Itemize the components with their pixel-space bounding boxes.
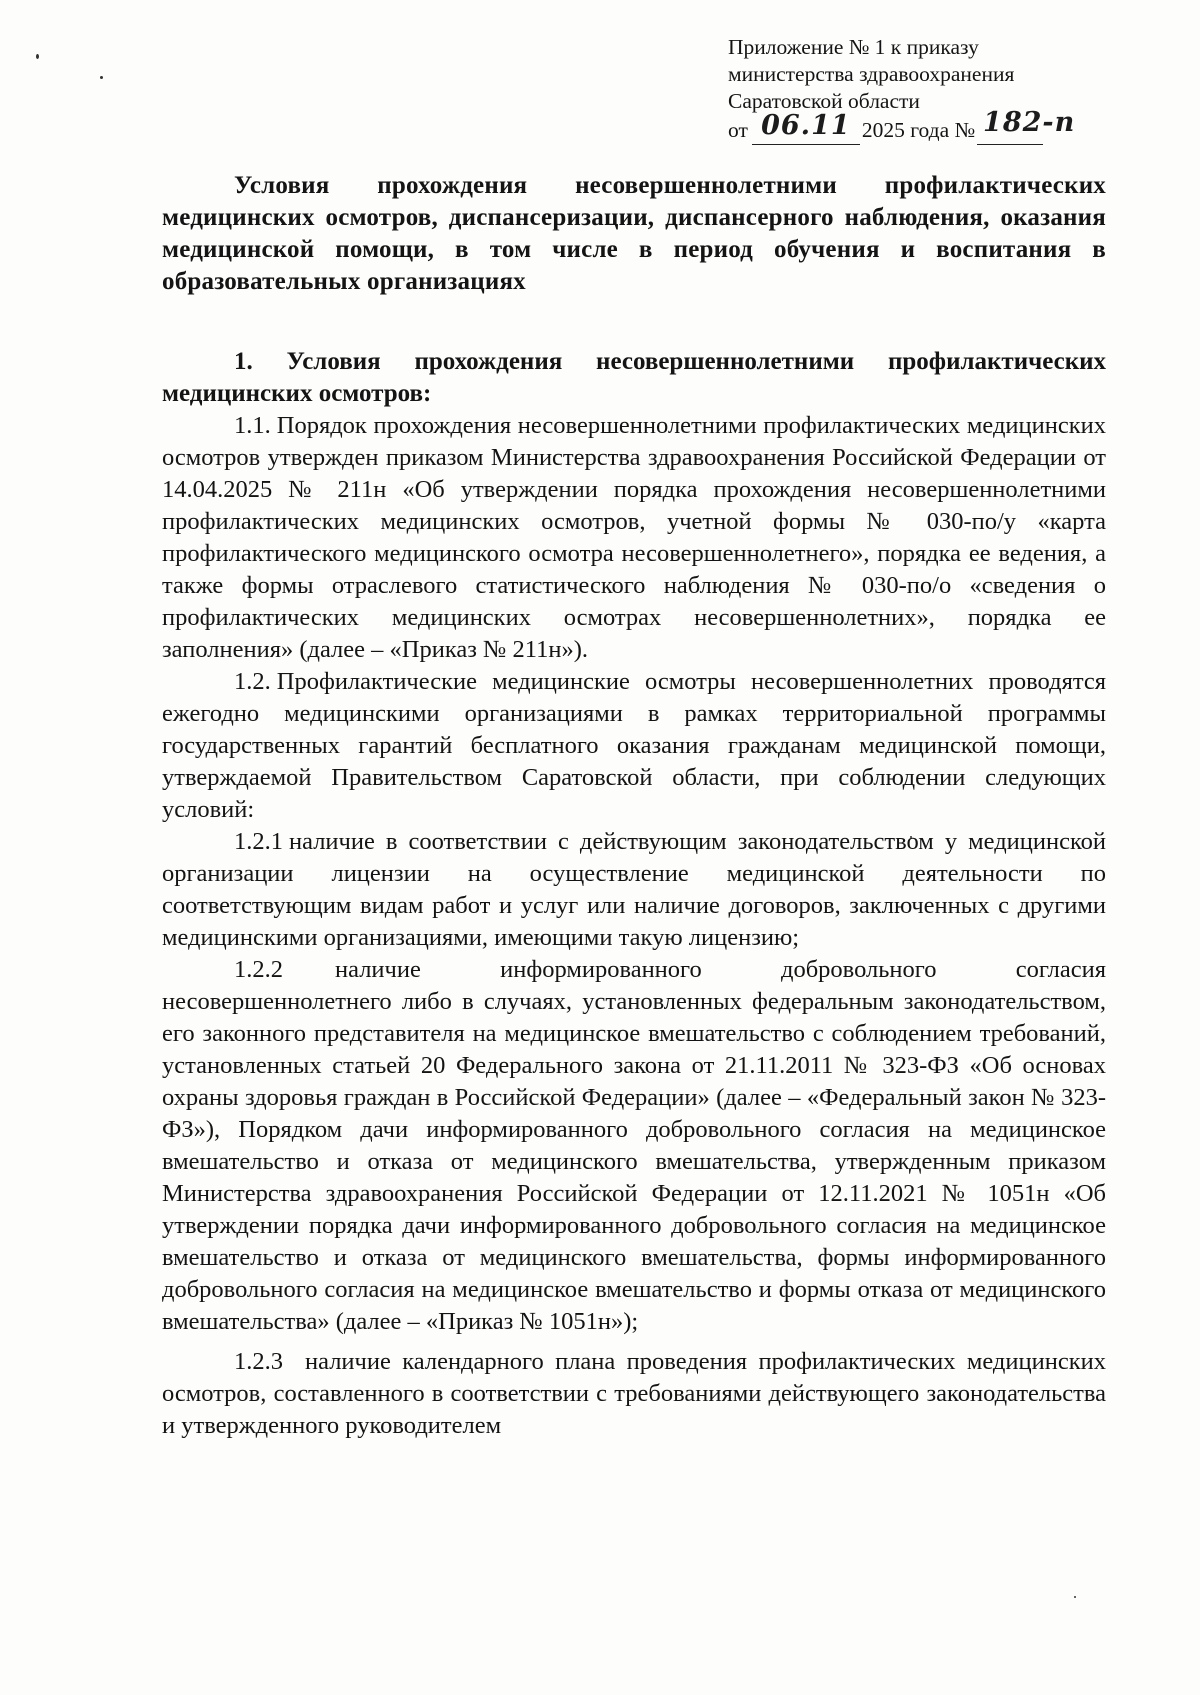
- document-title: Условия прохождения несовершеннолетними профилактических медицинских осмотров, диспансеризации, диспансерного наблюдения, оказания медицинской помощи, в том числе в период обучения и воспитания в образовательных организациях: [162, 172, 1106, 295]
- paragraph-number: 1.2.: [234, 668, 271, 695]
- handwritten-number: 182-п: [983, 107, 1076, 138]
- date-blank: [752, 110, 860, 145]
- scan-speck: [1074, 1596, 1076, 1598]
- paragraph-text: наличие информированного добровольного согласия несовершеннолетнего либо в случаях, установленных федеральным законодательством, его законного представителя на медицинское вмешательство с соблюдением требований, установленных статьей 20 Федерального закона от 21.11.2011 № 323-ФЗ «Об основах охраны здоровья граждан в Российской Федерации» (далее – «Федеральный закон № 323-ФЗ»), Порядком дачи информированного добровольного согласия на медицинское вмешательство и отказа от медицинского вмешательства, утвержденным приказом Министерства здравоохранения Российской Федерации от 12.11.2021 № 1051н «Об утверждении порядка дачи информированного добровольного согласия на медицинское вмешательство и отказа от медицинского вмешательства, формы информированного добровольного согласия на медицинское вмешательство и формы отказа от медицинского вмешательства» (далее – «Приказ № 1051н»);: [162, 956, 1106, 1335]
- paragraph-1-2: [162, 666, 1106, 826]
- scan-speck: [36, 54, 39, 59]
- paragraph-text: наличие календарного плана проведения профилактических медицинских осмотров, составленного в соответствии с требованиями действующего законодательства и утвержденного руководителем: [162, 1348, 1106, 1439]
- paragraph-number: 1.1.: [234, 412, 271, 439]
- paragraph-text: Профилактические медицинские осмотры несовершеннолетних проводятся ежегодно медицинскими организациями в рамках территориальной программы государственных гарантий бесплатного оказания гражданам медицинской помощи, утверждаемой Правительством Саратовской области, при соблюдении следующих условий:: [162, 668, 1106, 823]
- approval-date-line: [728, 107, 1128, 145]
- paragraph-number: 1.2.1: [234, 828, 283, 855]
- approval-block: [728, 34, 1128, 145]
- from-label: от: [728, 118, 748, 142]
- document-body: [162, 170, 1106, 1442]
- paragraph-1-1: [162, 410, 1106, 666]
- section-1-title: 1. Условия прохождения несовершеннолетними профилактических медицинских осмотров:: [162, 348, 1106, 407]
- scan-speck: [100, 76, 103, 79]
- paragraph-number: 1.2.3: [234, 1348, 283, 1375]
- year-text: 2025 года №: [861, 118, 976, 142]
- paragraph-1-2-1: [162, 826, 1106, 954]
- paragraph-1-2-3: [162, 1346, 1106, 1442]
- approval-line-2: министерства здравоохранения: [728, 62, 1015, 86]
- paragraph-number: 1.2.2: [234, 956, 283, 983]
- approval-line-1: Приложение № 1 к приказу: [728, 35, 979, 59]
- number-blank: [977, 107, 1076, 145]
- paragraph-1-2-2: [162, 954, 1106, 1338]
- paragraph-text: наличие в соответствии с действующим законодательством у медицинской организации лицензии на осуществление медицинской деятельности по соответствующим видам работ и услуг или наличие договоров, заключенных с другими медицинскими организациями, имеющими такую лицензию;: [162, 828, 1106, 951]
- paragraph-text: Порядок прохождения несовершеннолетними профилактических медицинских осмотров утвержден приказом Министерства здравоохранения Российской Федерации от 14.04.2025 № 211н «Об утверждении порядка прохождения несовершеннолетними профилактических медицинских осмотров, учетной формы № 030-по/у «карта профилактического медицинского осмотра несовершеннолетнего», порядка ее ведения, а также формы отраслевого статистического наблюдения № 030-по/о «сведения о профилактических медицинских осмотрах несовершеннолетних», порядка ее заполнения» (далее – «Приказ № 211н»).: [162, 412, 1106, 663]
- approval-line-3: Саратовской области: [728, 89, 920, 113]
- handwritten-date: 06.11: [761, 110, 851, 141]
